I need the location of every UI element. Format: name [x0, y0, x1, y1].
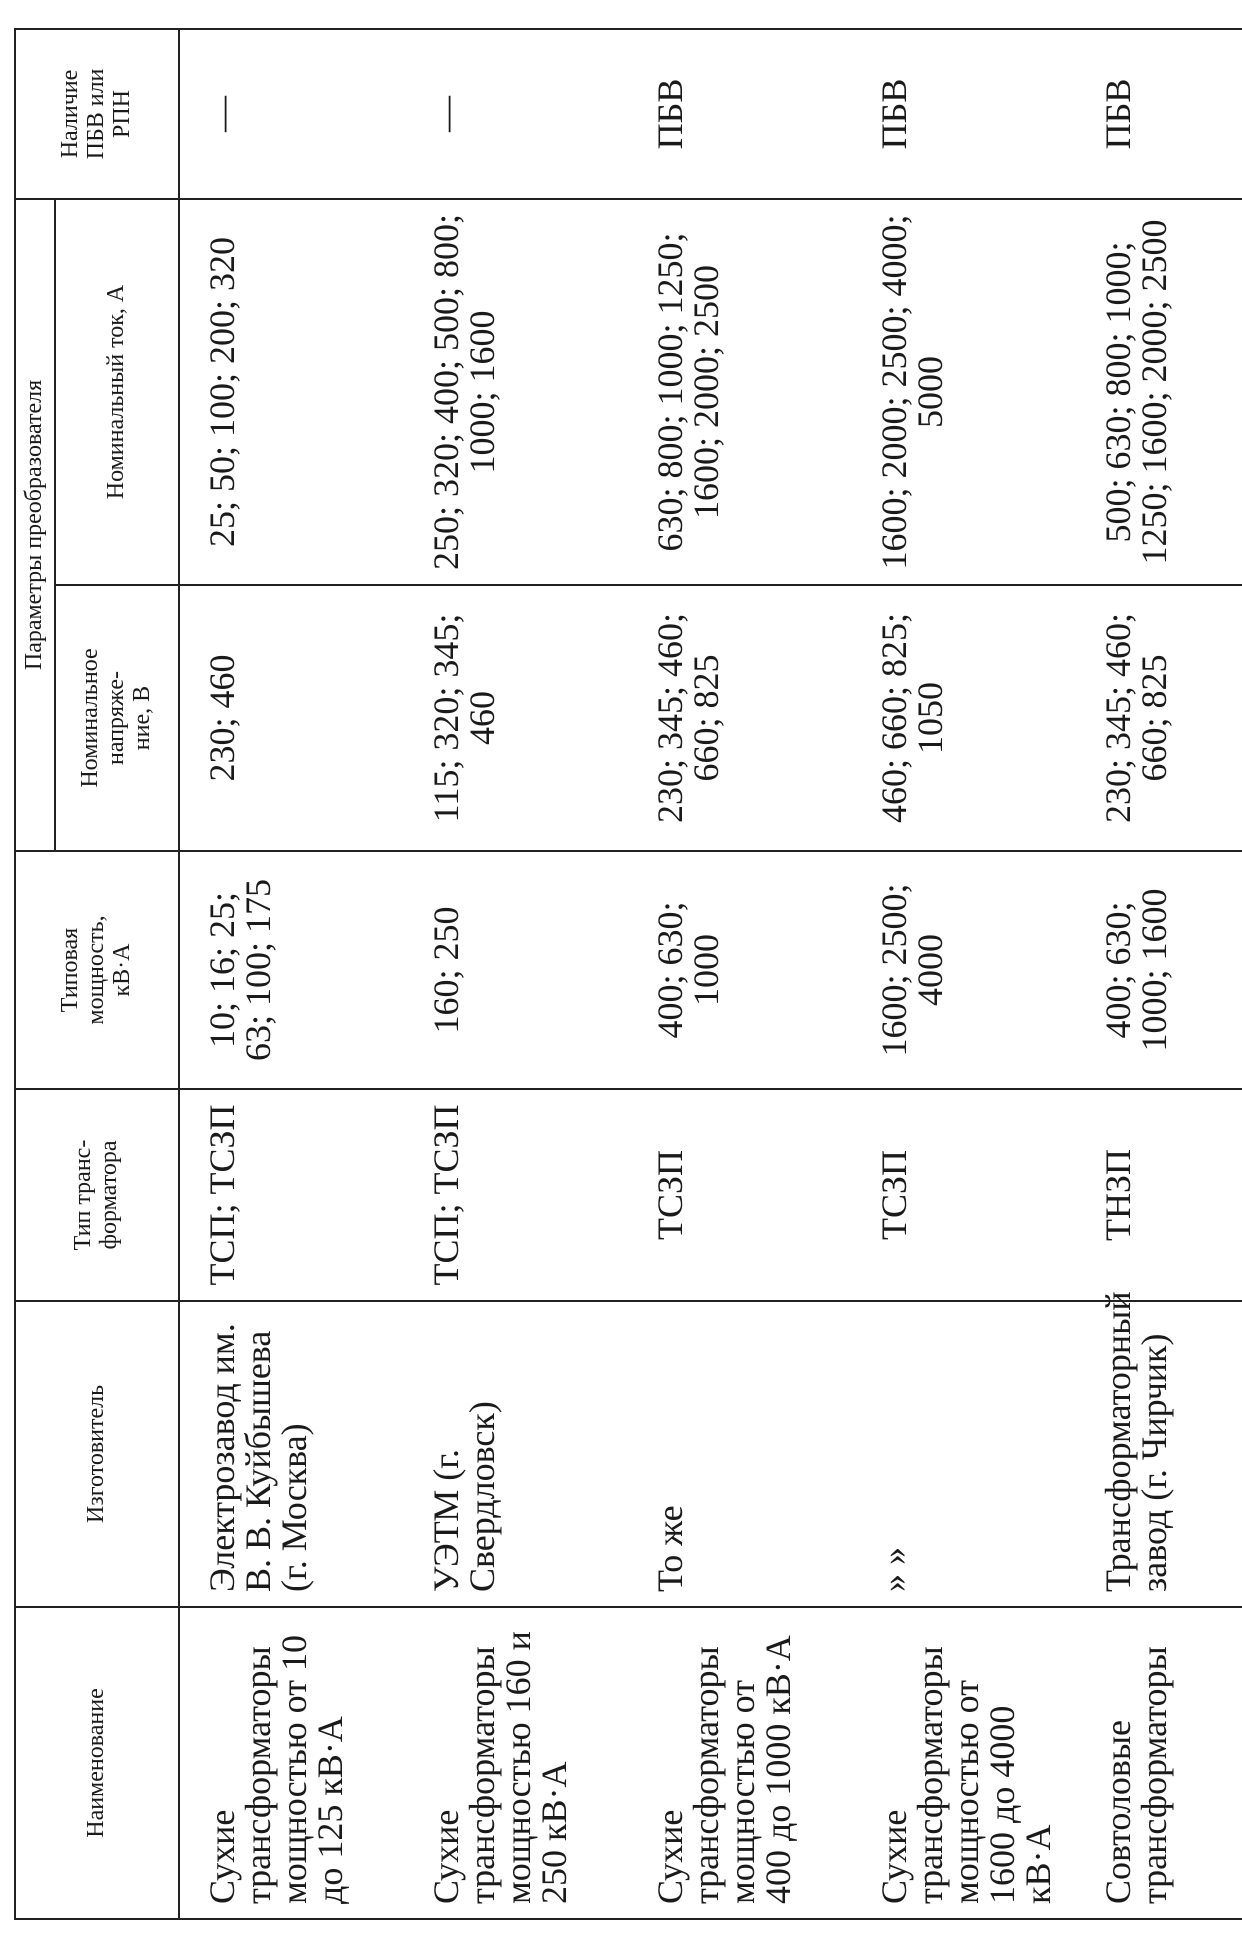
header-name: Наименование	[15, 1607, 179, 1919]
cell-regulator: —	[179, 29, 404, 199]
header-transformer-type: Тип транс- форматора	[15, 1089, 179, 1301]
header-converter-params: Параметры преобразователя	[15, 199, 55, 851]
cell-transformer-type: ТНЗП	[1076, 1089, 1242, 1301]
cell-rated-voltage: 230; 460	[179, 585, 404, 851]
cell-name: Сухие трансформаторы мощностью от 1600 до 4000 кВ·А	[852, 1607, 1076, 1919]
cell-rated-current: 1600; 2000; 2500; 4000; 5000	[852, 199, 1076, 585]
header-rated-voltage: Номинальное напряже- ние, В	[55, 585, 179, 851]
cell-rated-voltage: 230; 345; 460; 660; 825	[628, 585, 852, 851]
cell-rated-voltage: 230; 345; 460; 660; 825	[1076, 585, 1242, 851]
header-rated-current: Номинальный ток, А	[55, 199, 179, 585]
transformer-table	[14, 28, 1242, 1920]
table-row	[1076, 29, 1242, 1919]
cell-regulator: —	[404, 29, 628, 199]
table-row	[179, 29, 404, 1919]
cell-typical-power: 160; 250	[404, 851, 628, 1089]
cell-manufacturer: УЭТМ (г. Свердловск)	[404, 1301, 628, 1607]
cell-transformer-type: ТСП; ТСЗП	[179, 1089, 404, 1301]
cell-rated-current: 630; 800; 1000; 1250; 1600; 2000; 2500	[628, 199, 852, 585]
cell-name: Сухие трансформаторы мощностью от 400 до 1000 кВ·А	[628, 1607, 852, 1919]
cell-typical-power: 1600; 2500; 4000	[852, 851, 1076, 1089]
table-row	[852, 29, 1076, 1919]
header-manufacturer: Изготовитель	[15, 1301, 179, 1607]
cell-rated-voltage: 115; 320; 345; 460	[404, 585, 628, 851]
cell-name: Сухие трансформаторы мощностью от 10 до 125 кВ·А	[179, 1607, 404, 1919]
cell-name: Совтоловые трансформаторы	[1076, 1607, 1242, 1919]
cell-regulator: ПБВ	[628, 29, 852, 199]
cell-typical-power: 400; 630; 1000; 1600	[1076, 851, 1242, 1089]
header-row	[15, 29, 55, 1919]
cell-transformer-type: ТСЗП	[628, 1089, 852, 1301]
cell-manufacturer: То же	[628, 1301, 852, 1607]
cell-transformer-type: ТСЗП	[852, 1089, 1076, 1301]
cell-rated-voltage: 460; 660; 825; 1050	[852, 585, 1076, 851]
header-regulator: Наличие ПБВ или РПН	[15, 29, 179, 199]
table-row	[628, 29, 852, 1919]
cell-regulator: ПБВ	[852, 29, 1076, 199]
header-typical-power: Типовая мощность, кВ·А	[15, 851, 179, 1089]
table-row	[404, 29, 628, 1919]
cell-transformer-type: ТСП; ТСЗП	[404, 1089, 628, 1301]
cell-typical-power: 400; 630; 1000	[628, 851, 852, 1089]
cell-rated-current: 250; 320; 400; 500; 800; 1000; 1600	[404, 199, 628, 585]
cell-regulator: ПБВ	[1076, 29, 1242, 199]
cell-typical-power: 10; 16; 25; 63; 100; 175	[179, 851, 404, 1089]
cell-rated-current: 25; 50; 100; 200; 320	[179, 199, 404, 585]
cell-manufacturer: Электрозавод им. В. В. Куйбышева (г. Москва)	[179, 1301, 404, 1607]
cell-manufacturer: Трансформаторный завод (г. Чирчик)	[1076, 1301, 1242, 1607]
cell-manufacturer: » »	[852, 1301, 1076, 1607]
cell-name: Сухие трансформаторы мощностью 160 и 250 кВ·А	[404, 1607, 628, 1919]
cell-rated-current: 500; 630; 800; 1000; 1250; 1600; 2000; 2500	[1076, 199, 1242, 585]
